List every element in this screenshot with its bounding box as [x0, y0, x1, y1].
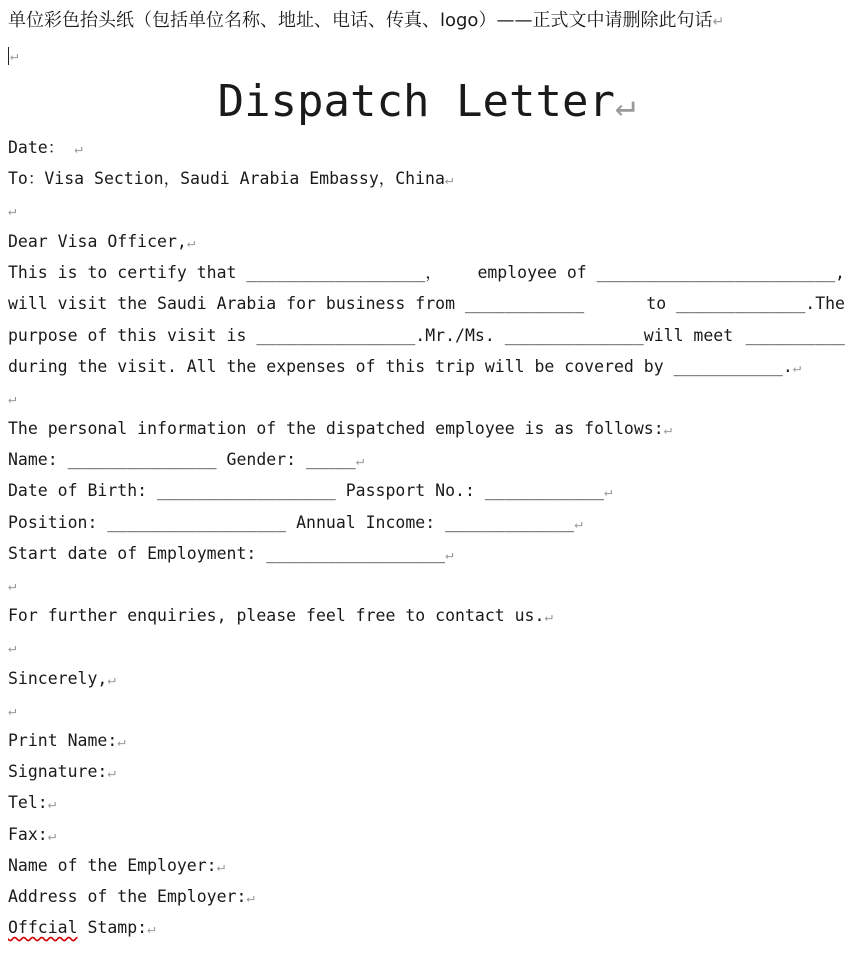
paragraph-mark-icon: ↵ [107, 672, 116, 688]
body-line-4 [8, 356, 845, 378]
tel-label: Tel: [8, 793, 48, 812]
body-line-1 [8, 262, 845, 284]
empty-line [8, 387, 845, 409]
paragraph-mark-icon: ↵ [8, 203, 17, 219]
paragraph-mark-icon: ↵ [355, 453, 365, 469]
personal-info-heading-text: The personal information of the dispatched employee is as follows: [8, 419, 664, 438]
salutation-line [8, 231, 845, 253]
letterhead-note-text: 单位彩色抬头纸（包括单位名称、地址、电话、传真、logo）——正式文中请删除此句话 [8, 10, 713, 31]
body-text: This is to certify that __________________， [8, 263, 442, 282]
employer-name-line [8, 855, 845, 877]
body-text: __________ [745, 326, 845, 345]
dob-passport-field [8, 480, 845, 502]
paragraph-mark-icon: ↵ [8, 703, 17, 719]
field-text: Position: __________________ Annual Income: _____________ [8, 513, 575, 532]
paragraph-mark-icon: ↵ [574, 516, 583, 532]
recipient-text: To：Visa Section，Saudi Arabia Embassy，China [8, 169, 445, 188]
fax-label: Fax: [8, 825, 48, 844]
paragraph-mark-icon: ↵ [186, 235, 196, 251]
body-line-3 [8, 325, 845, 347]
field-text: Date of Birth: __________________ Passport No.: ____________ [8, 481, 605, 500]
paragraph-mark-icon: ↵ [107, 765, 116, 781]
paragraph-mark-icon: ↵ [792, 360, 802, 376]
empty-line [8, 699, 845, 721]
employer-address-label: Address of the Employer: [8, 887, 247, 906]
paragraph-mark-icon: ↵ [445, 547, 454, 563]
stamp-label: Stamp: [77, 918, 148, 937]
spellcheck-flagged-word[interactable]: Offcial [8, 918, 78, 937]
closing-text: Sincerely, [8, 669, 108, 688]
field-text: Name: _______________ Gender: _____ [8, 450, 356, 469]
tel-line [8, 792, 845, 814]
paragraph-mark-icon: ↵ [8, 391, 17, 407]
date-line [8, 137, 845, 159]
body-text: will visit the Saudi Arabia for business from ____________ [8, 294, 585, 313]
empty-line [8, 636, 845, 658]
paragraph-mark-icon: ↵ [8, 578, 17, 594]
paragraph-mark-icon: ↵ [246, 890, 255, 906]
name-gender-field [8, 449, 845, 471]
start-date-field [8, 543, 845, 565]
body-text: employee of ________________________, [477, 263, 845, 282]
empty-line [8, 574, 845, 596]
date-label: Date： [8, 138, 65, 157]
paragraph-mark-icon: ↵ [74, 141, 83, 157]
paragraph-mark-icon: ↵ [663, 422, 673, 438]
paragraph-mark-icon: ↵ [544, 609, 553, 625]
paragraph-mark-icon: ↵ [47, 828, 57, 844]
print-name-label: Print Name: [8, 731, 118, 750]
paragraph-mark-icon: ↵ [712, 14, 725, 30]
text-cursor [8, 47, 9, 65]
contact-text: For further enquiries, please feel free to contact us. [8, 606, 545, 625]
title-text: Dispatch Letter [217, 76, 615, 127]
body-line-2 [8, 293, 845, 315]
employer-name-label: Name of the Employer: [8, 856, 217, 875]
signature-label: Signature: [8, 762, 108, 781]
body-text: to _____________.The [646, 294, 845, 313]
print-name-line [8, 730, 845, 752]
paragraph-mark-icon: ↵ [10, 48, 19, 64]
empty-line[interactable] [8, 44, 845, 66]
letterhead-note [8, 10, 845, 32]
paragraph-mark-icon: ↵ [216, 859, 226, 875]
official-stamp-line [8, 917, 845, 939]
paragraph-mark-icon: ↵ [604, 484, 613, 500]
paragraph-mark-icon: ↵ [444, 172, 454, 188]
paragraph-mark-icon: ↵ [8, 640, 17, 656]
personal-info-heading [8, 418, 845, 440]
position-income-field [8, 512, 845, 534]
body-text: during the visit. All the expenses of this trip will be covered by ___________. [8, 357, 793, 376]
empty-line [8, 199, 845, 221]
signature-line [8, 761, 845, 783]
employer-address-line [8, 886, 845, 908]
field-text: Start date of Employment: __________________ [8, 544, 446, 563]
paragraph-mark-icon: ↵ [147, 921, 156, 937]
salutation-text: Dear Visa Officer, [8, 232, 187, 251]
fax-line [8, 824, 845, 846]
paragraph-mark-icon: ↵ [614, 85, 636, 125]
paragraph-mark-icon: ↵ [117, 734, 126, 750]
contact-line [8, 605, 845, 627]
paragraph-mark-icon: ↵ [47, 796, 57, 812]
body-text: purpose of this visit is ________________.Mr./Ms. ______________will meet [8, 326, 734, 345]
page-title [0, 76, 853, 131]
recipient-line [8, 168, 845, 190]
closing-line [8, 668, 845, 690]
